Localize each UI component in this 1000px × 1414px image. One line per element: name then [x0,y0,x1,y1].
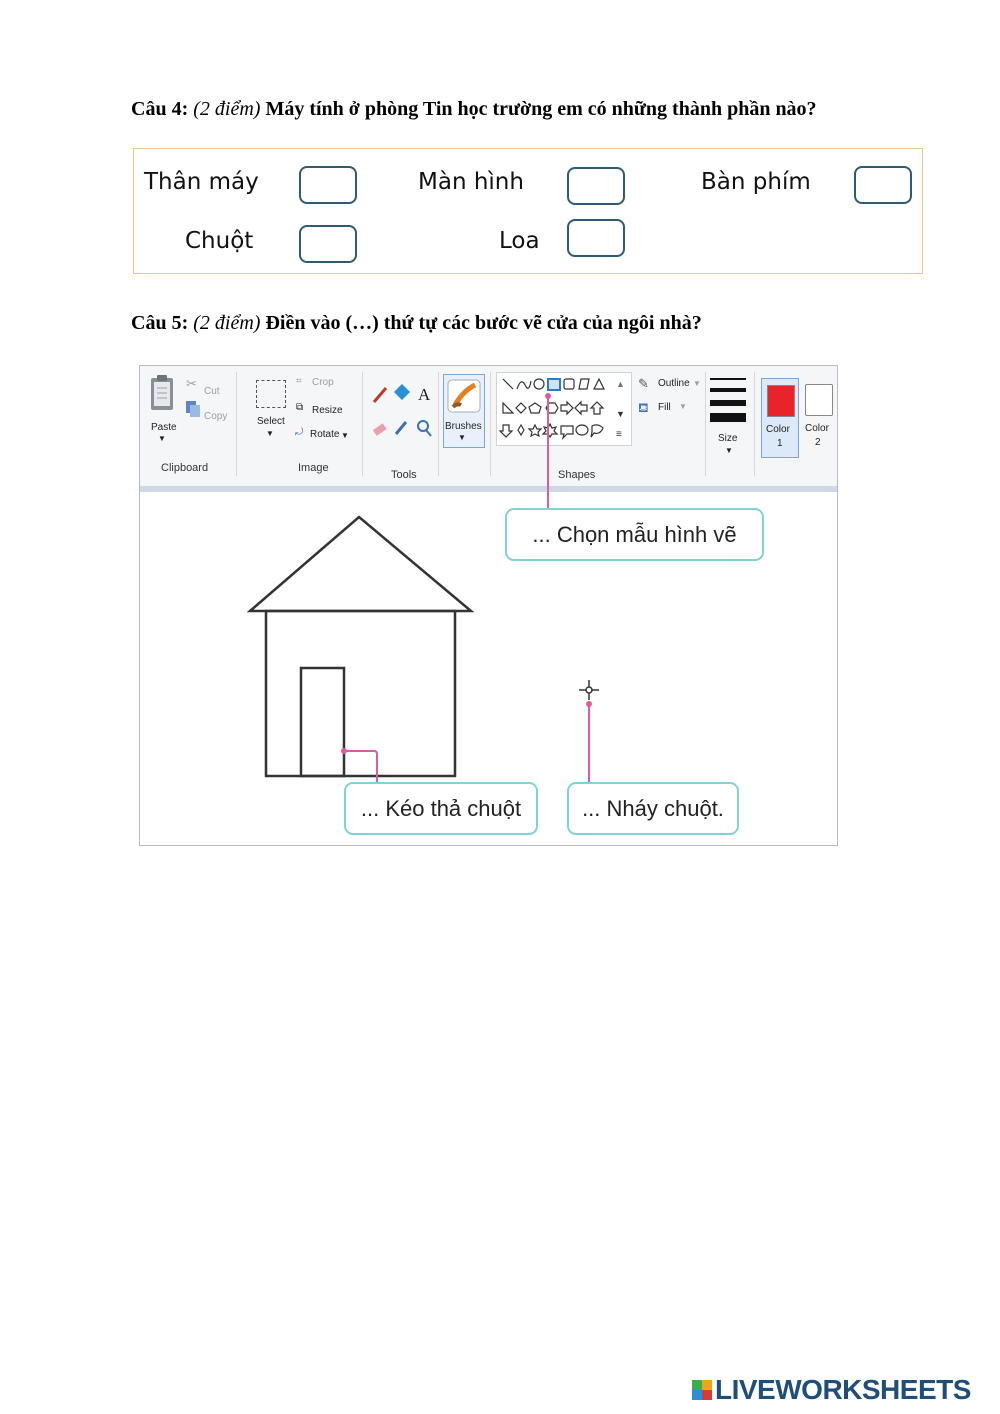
paste-icon [148,374,178,414]
pencil-outline-icon: ✎ [638,376,649,391]
color1-button[interactable] [761,378,799,458]
shapes-icons [497,373,631,445]
copy-icon [185,400,201,418]
size-icon [709,376,747,422]
logo-text: LIVEWORKSHEETS [715,1374,971,1405]
callout-click[interactable]: ... Nháy chuột. [567,782,739,835]
svg-text:▼: ▼ [616,409,625,419]
question-label: Câu 5: [131,312,189,334]
callout-drag[interactable]: ... Kéo thả chuột [344,782,538,835]
color2-label: Color [805,423,829,434]
checkbox-than-may[interactable] [299,166,357,204]
brushes-button[interactable] [443,374,485,448]
option-label-than-may: Thân máy [144,169,259,195]
liveworksheets-logo [692,1375,971,1405]
cut-button[interactable]: Cut [204,386,220,397]
checkbox-ban-phim[interactable] [854,166,912,204]
svg-text:A: A [418,385,431,404]
rotate-icon: ⤾ [295,427,304,438]
group-label-shapes: Shapes [558,469,596,481]
crop-button[interactable]: Crop [312,377,334,388]
svg-text:≡: ≡ [616,429,622,440]
question-text: Máy tính ở phòng Tin học trường em có những thành phần nào? [265,98,817,120]
rotate-button[interactable]: Rotate [310,429,340,440]
chevron-down-icon: ▼ [458,433,466,442]
ribbon-divider [754,372,755,476]
chevron-down-icon: ▼ [725,446,733,455]
chevron-down-icon: ▼ [693,379,701,388]
question-text: Điền vào (…) thứ tự các bước vẽ cửa của ngôi nhà? [265,312,702,334]
group-label-tools: Tools [391,469,417,481]
chevron-down-icon: ▼ [679,402,687,411]
ribbon-divider [236,372,237,476]
color1-swatch [767,385,795,417]
scissors-icon: ✂ [186,376,197,391]
option-label-chuot: Chuột [185,228,254,254]
resize-button[interactable]: Resize [312,405,343,416]
chevron-down-icon: ▼ [158,434,166,443]
option-label-ban-phim: Bàn phím [701,169,811,195]
select-icon [256,380,286,408]
ribbon-divider [705,372,706,476]
question-points: (2 điểm) [193,312,261,334]
question-points: (2 điểm) [193,98,261,120]
ribbon-divider [438,372,439,476]
select-button[interactable]: Select [257,416,285,427]
copy-button[interactable]: Copy [204,411,228,422]
fill-button[interactable]: Fill [658,402,671,413]
color1-label: Color [766,424,790,435]
color1-number: 1 [777,438,783,449]
svg-text:▲: ▲ [616,379,625,389]
shapes-gallery[interactable] [496,372,632,446]
checkbox-man-hinh[interactable] [567,167,625,205]
question-5-title [131,312,702,335]
fill-bucket-icon: ⛾ [638,400,649,415]
paste-button[interactable]: Paste [151,422,177,433]
color2-number: 2 [815,437,821,448]
size-button[interactable]: Size [718,433,738,444]
question-4-title [131,98,817,121]
chevron-down-icon: ▼ [266,429,274,438]
outline-button[interactable]: Outline [658,378,690,389]
paint-ribbon [140,366,837,492]
resize-icon: ⧉ [296,402,304,413]
color2-swatch [805,384,833,416]
brush-icon [445,377,483,415]
answer-options-box [133,148,923,274]
logo-mark-icon [692,1380,712,1400]
brushes-label: Brushes [445,421,482,432]
group-label-clipboard: Clipboard [161,462,209,474]
paint-screenshot [139,365,838,846]
checkbox-chuot[interactable] [299,225,357,263]
option-label-loa: Loa [499,228,540,254]
question-label: Câu 4: [131,98,189,120]
chevron-down-icon: ▼ [341,431,349,440]
group-label-image: Image [298,462,329,474]
ribbon-divider [490,372,491,476]
crop-icon: ⌗ [296,376,302,387]
color2-button[interactable] [801,378,837,456]
callout-select-shape[interactable]: ... Chọn mẫu hình vẽ [505,508,764,561]
ribbon-divider [362,372,363,476]
crosshair-cursor-icon [579,680,599,700]
tools-icons [370,380,442,440]
option-label-man-hinh: Màn hình [418,169,524,195]
checkbox-loa[interactable] [567,219,625,257]
